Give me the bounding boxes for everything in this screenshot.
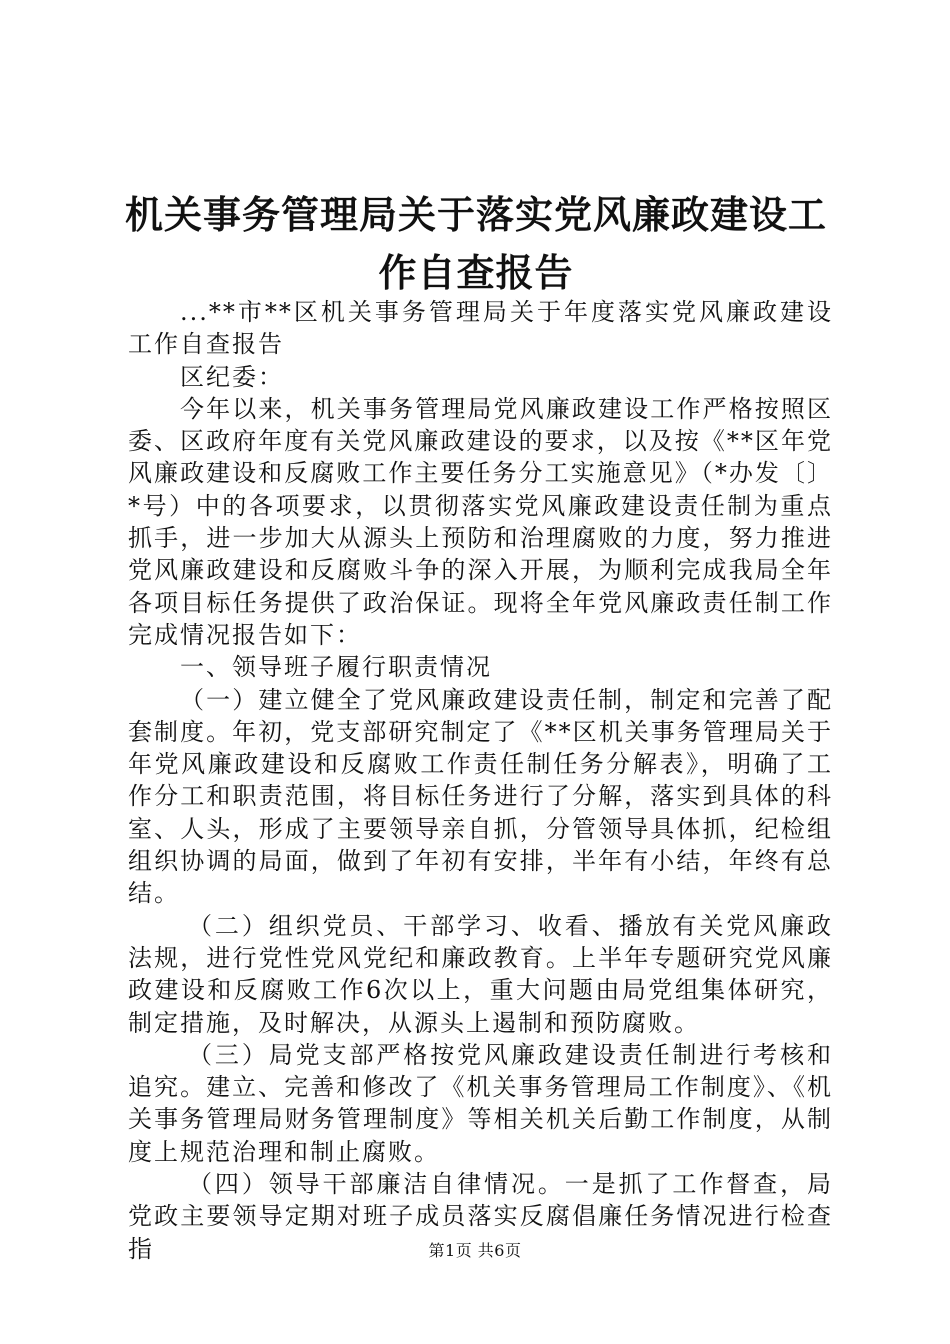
paragraph-item-3: （三）局党支部严格按党风廉政建设责任制进行考核和追究。建立、完善和修改了《机关事务管理局工作制度》、《机关事务管理局财务管理制度》等相关机关后勤工作制度，从制度上规范治理和制止腐败。 — [128, 1040, 833, 1166]
paragraph-intro: 今年以来，机关事务管理局党风廉政建设工作严格按照区委、区政府年度有关党风廉政建设的要求，以及按《**区年党风廉政建设和反腐败工作主要任务分工实施意见》（*办发〔〕*号）中的各项要求，以贯彻落实党风廉政建设责任制为重点抓手，进一步加大从源头上预防和治理腐败的力度，努力推进党风廉政建设和反腐败斗争的深入开展，为顺利完成我局全年各项目标任务提供了政治保证。现将全年党风廉政责任制工作完成情况报告如下： — [128, 394, 833, 649]
paragraph-subtitle: ...**市**区机关事务管理局关于年度落实党风廉政建设工作自查报告 — [128, 298, 833, 359]
paragraph-salutation: 区纪委： — [180, 362, 284, 391]
paragraph-item-4: （四）领导干部廉洁自律情况。一是抓了工作督查，局党政主要领导定期对班子成员落实反腐倡廉任务情况进行检查指 — [128, 1170, 833, 1263]
page-number-footer: 第1页 共6页 — [428, 1241, 522, 1260]
paragraph-item-1: （一）建立健全了党风廉政建设责任制，制定和完善了配套制度。年初，党支部研究制定了《**区机关事务管理局关于年党风廉政建设和反腐败工作责任制任务分解表》，明确了工作分工和职责范围，将目标任务进行了分解，落实到具体的科室、人头，形成了主要领导亲自抓，分管领导具体抓，纪检组组织协调的局面，做到了年初有安排，半年有小结，年终有总结。 — [128, 685, 833, 908]
section-heading-1: 一、领导班子履行职责情况 — [180, 653, 492, 682]
paragraph-item-2: （二）组织党员、干部学习、收看、播放有关党风廉政法规，进行党性党风党纪和廉政教育。上半年专题研究党风廉政建设和反腐败工作6次以上，重大问题由局党组集体研究，制定措施，及时解决，从源头上遏制和预防腐败。 — [128, 911, 833, 1037]
document-body — [128, 296, 833, 1265]
document-title: 机关事务管理局关于落实党风廉政建设工作自查报告 — [124, 193, 827, 295]
